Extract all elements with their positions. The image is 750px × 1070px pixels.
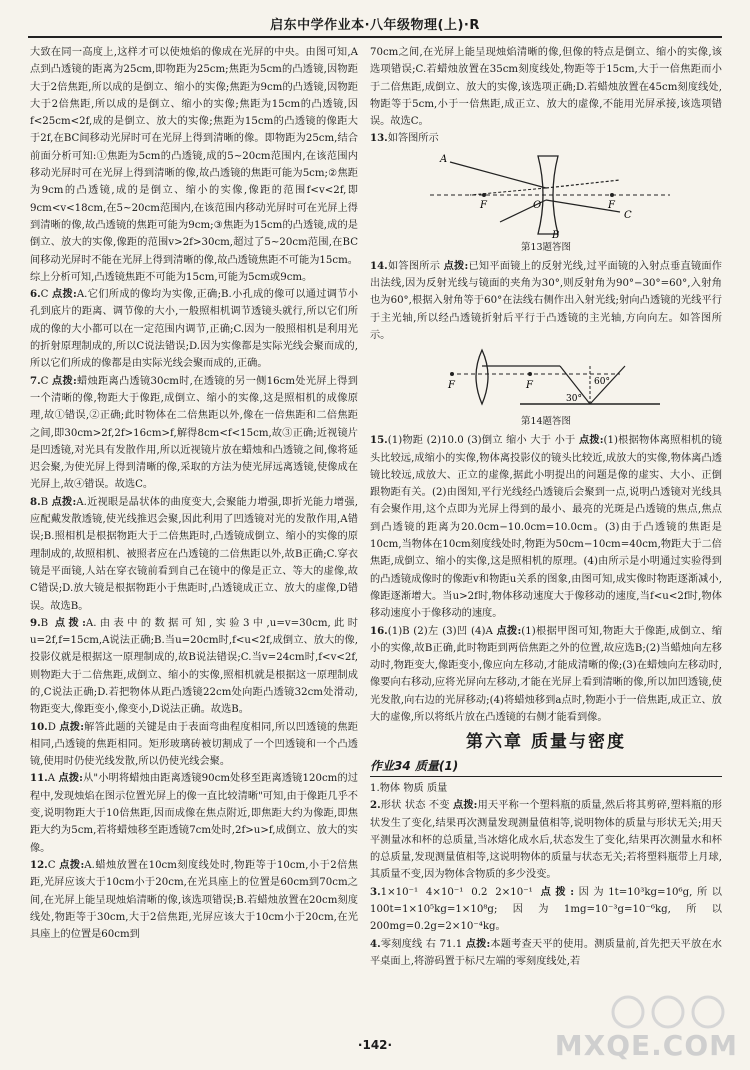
answer-16 [370, 623, 722, 727]
answer-choice: C [47, 859, 56, 871]
paragraph: 大致在同一高度上,这样才可以使烛焰的像成在光屏的中央。由图可知,A点到凸透镜的距离为25cm,即物距为25cm;焦距为5cm的凸透镜,因物距大于2倍焦距,所以成的是倒立、缩小的实像;焦距为9cm的凸透镜,因物距大于2倍焦距,所以成的是倒立、缩小的实像;焦距为15cm的凸透镜,因f<25cm<2f,成的是倒立、放大的实像;焦距为15cm的凸透镜的像距大于2f,在BC间移动光屏时可在光屏上得到清晰的像。即物距为25cm,结合前面分析可知:①焦距为5cm的凸透镜,成的5~20cm范围内,在该范围内移动光屏时可在光屏上得到清晰的像,故凸透镜的焦距可能为5cm;②焦距为9cm的凸透镜,成的是倒立、缩小的实像,像距的范围f<v<2f,即9cm<v<18cm,在5~20cm范围内,在该范围内移动光屏时可在光屏上得到清晰的像,故凸透镜的焦距可能为9cm;③焦距为15cm的凸透镜,成的是倒立、放大的实像,像距的范围v>2f>30cm,超过了5~20cm范围,在BC间移动光屏时不能在光屏上得到清晰的像,故凸透镜焦距不可能为15cm。综上分析可知,凸透镜焦距不可能为15cm,可能为5cm或9cm。 [30, 47, 358, 283]
answer-choice: A [47, 773, 56, 785]
answer-12 [30, 857, 358, 943]
answer-text: (1)B (2)左 (3)凹 (4)A [387, 625, 493, 637]
label-angle-30: 30° [566, 394, 582, 405]
answer-11 [30, 770, 358, 856]
figure-caption: 第13题答图 [520, 241, 572, 253]
answer-text: 如答图所示 [387, 260, 441, 272]
answer-text: A.由表中的数据可知,实验3中,u=v=30cm,此时u=2f,f=15cm,A说法正确;B.当u=20cm时,f<u<2f,成倒立、放大的像,投影仪就是根据这一原理制成的,故B说法错误;C.当v=24cm时,f<v<2f,则物距大于二倍焦距,成倒立、缩小的实像,照相机就是根据这一原理制成的,C说法正确;D.若把物体从距凸透镜22cm处向距凸透镜32cm处滑动,物距变大,像距变小,像变小,D说法正确。故选B。 [30, 617, 358, 716]
answer-13 [370, 130, 722, 147]
label-angle-60: 60° [594, 377, 610, 388]
homework-label: 作业34 [370, 758, 411, 773]
label-f-left: F [480, 199, 487, 211]
tip-label: 点拨: [453, 799, 478, 812]
homework-heading [370, 758, 722, 777]
header-title: 启东中学作业本·八年级物理(上)·R [270, 18, 480, 33]
answer-hw-1: 1.物体 物质 质量 [370, 782, 448, 794]
answer-text: 本题考查天平的使用。测质量前,首先把天平放在水平桌面上,将游码置于标尺左端的零刻度线处,若 [370, 938, 722, 967]
focal-point-right [528, 372, 532, 376]
question-number: 7. [30, 374, 41, 387]
header-rule [28, 36, 722, 38]
label-c: C [624, 209, 632, 221]
question-number: 10. [30, 720, 48, 733]
question-number: 3. [370, 885, 381, 898]
answer-choice: B [40, 496, 49, 508]
answer-8 [30, 494, 358, 615]
label-f-left: F [448, 380, 455, 392]
right-column [370, 44, 722, 970]
answer-text: 形状 状态 不变 [380, 800, 450, 812]
label-o: O [533, 199, 542, 211]
concave-lens [538, 156, 558, 234]
question-number: 13. [370, 132, 388, 145]
question-number: 4. [370, 937, 381, 950]
ray-extension [546, 180, 620, 188]
figure-14 [370, 346, 722, 428]
answer-10 [30, 719, 358, 771]
watermark: MXQE.COM [554, 1029, 738, 1062]
focal-point-left [450, 372, 454, 376]
question-number: 14. [370, 259, 388, 272]
tip-label: 点拨: [58, 772, 83, 785]
answer-hw-2 [370, 797, 722, 883]
answer-7 [30, 373, 358, 494]
focal-point-right [610, 193, 614, 197]
question-number: 8. [30, 495, 41, 508]
ray-back-extension [470, 188, 546, 195]
answer-text: (1)根据物体离照相机的镜头比较远,成缩小的实像,物体离投影仪的镜头比较近,成放大的实像,物体离凸透镜比较远,成放大、正立的虚像,据此小明提出的问题是像的虚实、大小、正倒跟物距有关。(2)由图知,平行光线经凸透镜后会聚到一点,说明凸透镜对光线具有会聚作用,这个点即为光屏上得到的最小、最亮的光斑是凸透镜的焦点,焦点到凸透镜的距离为20.0cm−10.0cm=10.0cm。(3)由于凸透镜的焦距是10cm,当物体在10cm刻度线处时,物距为50cm−10cm=40cm,物距大于二倍焦距,成倒立、缩小的实像,这是照相机的原理。(4)由所示是小明通过实验得到的凸透镜成像时的像距v和物距u关系的图象,由图可知,成实像时物距逐渐减小,像距逐渐增大。当u>2f时,物体移动速度大于像移动的速度,当f<u<2f时,物体移动速度小于像移动的速度。 [370, 435, 722, 620]
answer-text: 因为1t=10³kg=10⁶g,所以100t=1×10⁵kg=1×10⁸g;因为1mg=10⁻³g=10⁻⁶kg,所以200mg=0.2g=2×10⁻⁴kg。 [370, 886, 722, 933]
answer-hw-3 [370, 884, 722, 936]
paragraph: 70cm之间,在光屏上能呈现烛焰清晰的像,但像的特点是倒立、缩小的实像,该选项错误;C.若蜡烛放置在35cm刻度线处,物距等于15cm,大于一倍焦距而小于二倍焦距,成倒立、放大的实像,该选项正确;D.若蜡烛放置在45cm刻度线处,物距等于5cm,小于一倍焦距,成正立、放大的虚像,不能用光屏承接,该选项错误。故选C。 [370, 47, 722, 128]
tip-label: 点拨: [59, 720, 84, 733]
question-number: 15. [370, 434, 388, 447]
tip-label: 点拨: [51, 495, 77, 508]
chapter-title: 第六章 质量与密度 [466, 732, 626, 753]
answer-text: A.蜡烛放置在10cm刻度线处时,物距等于10cm,小于2倍焦距,光屏应该大于10cm小于20cm,在光具座上的位置是60cm到70cm之间,在光屏上能呈现烛焰清晰的像,该选项错误;B.若蜡烛放置在20cm刻度线处,物距等于30cm,大于2倍焦距,光屏应该大于10cm小于20cm,在光具座上的位置是60cm到 [30, 859, 358, 941]
tip-label: 点拨: [540, 885, 574, 898]
figure-caption: 第14题答图 [520, 416, 572, 428]
answer-15 [370, 432, 722, 622]
answer-choice: D [47, 721, 56, 733]
answer-text: 从"小明将蜡烛由距离透镜90cm处移至距离透镜120cm的过程中,发现烛焰在图示位置光屏上的像一直比较清晰"可知,由于像距几乎不变,说明物距大于10倍焦距,因而成像在焦点附近,即焦距大约为像距,即焦距大约为5cm,若将蜡烛移至距透镜7cm处时,2f>u>f,成倒立、放大的实像。 [30, 773, 358, 854]
tip-label: 点拨: [59, 858, 85, 871]
tip-label: 点拨: [465, 937, 491, 950]
answer-14 [370, 258, 722, 344]
page-number: ·142· [357, 1038, 393, 1052]
tip-label: 点拨: [51, 374, 77, 387]
answer-9 [30, 615, 358, 719]
lens-mirror-diagram [370, 346, 722, 416]
convex-lens [476, 350, 488, 404]
question-number: 9. [30, 616, 41, 629]
question-number: 6. [30, 288, 41, 301]
label-f-right: F [608, 199, 615, 211]
tip-label: 点拨: [52, 288, 77, 301]
question-number: 16. [370, 624, 388, 637]
answer-choice: C [40, 375, 49, 387]
answer-text: 蜡烛距离凸透镜30cm时,在透镜的另一侧16cm处光屏上得到一个清晰的像,物距大于像距,成倒立、缩小的实像,这是照相机的成像原理,故①错误,②正确;此时物体在二倍焦距以外,像在一倍焦距和二倍焦距之间,即30cm>2f,2f>16cm>f,解得8cm<f<15cm,故③正确;近视镜片是凹透镜,对光具有发散作用,所以近视镜片放在蜡烛和凸透镜之间,像将延迟会聚,为使光屏上得到清晰的像,采取的方法为使光屏远离透镜,使像成在光屏上,故④错误。故选C。 [30, 375, 358, 491]
answer-6 [30, 286, 358, 372]
ray-a [450, 162, 546, 188]
tip-label: 点拨: [578, 434, 604, 447]
answer-text: 如答图所示 [387, 133, 439, 145]
answer-choice: C [40, 289, 49, 301]
answer-text: 1×10⁻¹ 4×10⁻¹ 0.2 2×10⁻¹ [380, 886, 533, 898]
focal-point-left [482, 193, 486, 197]
lens-ray-diagram [370, 150, 722, 242]
answer-text: (1)根据甲图可知,物距大于像距,成倒立、缩小的实像,故B正确,此时物距到两倍焦距之外的位置,故应选B;(2)当蜡烛向左移动时,物距变大,像距变小,像应向左移动,才能成清晰的像;(3)在蜡烛向左移动时,像要向右移动,应将光屏向左移动,才能在光屏上看到清晰的像,所以加凹透镜,使光发散,向右边的光屏移动;(4)将蜡烛移到a点时,物距小于一倍焦距,成正立、放大的虚像,所以将纸片放在凸透镜的右侧才能看到像。 [370, 625, 723, 724]
answer-text: 解答此题的关键是由于表面弯曲程度相同,所以凹透镜的焦距相同,凸透镜的焦距相同。矩形玻璃砖被切割成了一个凹透镜和一个凸透镜,使用时仍使光线发散,所以仍使光线会聚。 [30, 721, 358, 768]
watermark-logo-icon [608, 994, 728, 1030]
left-column [30, 44, 358, 943]
tip-label: 点拨: [443, 259, 469, 272]
answer-text: 零刻度线 右 71.1 [380, 938, 463, 950]
tip-label: 点拨: [496, 624, 522, 637]
question-number: 2. [370, 799, 381, 812]
label-b: B [552, 229, 560, 241]
label-f-right: F [526, 380, 533, 392]
page-header [0, 0, 750, 40]
question-number: 11. [30, 772, 48, 785]
answer-text: A.它们所成的像均为实像,正确;B.小孔成的像可以通过调节小孔到底片的距离、调节像的大小,一般照相机调节透镜头就行,所以它们所成的像的大小都可以在一定范围内调节,正确;C.因为一般照相机是利用光的折射原理制成的,所以C说法错误;D.因为实像都是实际光线会聚而成的,所以它们所成的像都是由实际光线会聚而成的,正确。 [30, 289, 358, 370]
answer-text: 用天平称一个塑料瓶的质量,然后将其剪碎,塑料瓶的形状发生了变化,结果再次测量发现测量值相等,说明物体的质量与形状无关;用天平测量冰和杯的总质量,当冰熔化成水后,状态发生了变化,结果再次测量水和杯的总质量,发现测量值相等,这说明物体的质量与状态无关;若将塑料瓶带上月球,其质量不变,因为物体含物质的多少没变。 [370, 800, 722, 881]
answer-text: A.近视眼是晶状体的曲度变大,会聚能力增强,即折光能力增强,应配戴发散透镜,使光线推迟会聚,因此利用了凹透镜对光的发散作用,A错误;B.照相机是根据物距大于二倍焦距时,凸透镜成倒立、缩小的实像的原理制成的,故照相机、被照者应在凸透镜的二倍焦距以外,故B正确;C.穿衣镜是平面镜,人站在穿衣镜前看到自己在镜中的像是正立、等大的虚像,故C错误;D.放大镜是根据物距小于焦距时,凸透镜成正立、放大的虚像,D错误。故选B。 [30, 496, 358, 612]
answer-text: 已知平面镜上的反射光线,过平面镜的入射点垂直镜面作出法线,因为反射光线与镜面的夹角为30°,则反射角为90°−30°=60°,入射角也为60°,根据入射角等于60°在法线右侧作出入射光线;射向凸透镜的光线平行于主光轴,所以经凸透镜折射后平行于凸透镜的主光轴,方向向左。如答图所示。 [370, 260, 722, 341]
answer-hw-4 [370, 936, 722, 971]
homework-title: 质量(1) [414, 758, 459, 773]
question-number: 12. [30, 858, 48, 871]
tip-label: 点拨: [54, 616, 86, 629]
label-a: A [440, 153, 448, 165]
answer-text: (1)物距 (2)10.0 (3)倒立 缩小 大于 小于 [387, 435, 576, 447]
figure-13 [370, 150, 722, 254]
answer-choice: B [40, 617, 49, 629]
